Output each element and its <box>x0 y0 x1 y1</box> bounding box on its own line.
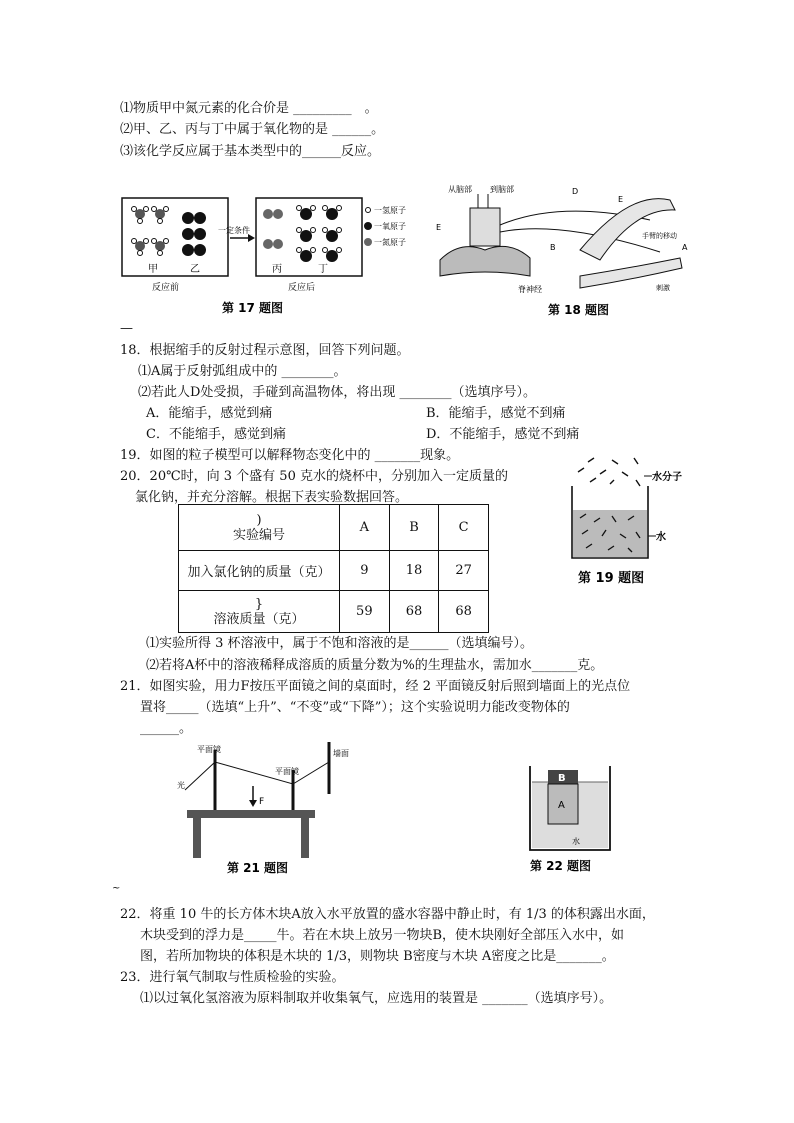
caption-18: 第 18 题图 <box>548 303 610 317</box>
label-ding: 丁 <box>318 264 328 275</box>
q18-option-b: B．能缩手，感觉不到痛 <box>426 406 566 421</box>
row2-label-cell <box>179 591 340 633</box>
row2-label: 溶液质量（克） <box>213 611 305 627</box>
label-light: 光 <box>177 781 185 790</box>
row1-a: 9 <box>340 551 390 591</box>
dash-mark: — <box>120 321 133 336</box>
row2-mark: } <box>254 596 264 612</box>
molecule-jia <box>132 207 169 256</box>
arrow-head-icon <box>248 234 255 242</box>
label-wall: 墙面 <box>333 749 349 758</box>
label-e: E <box>618 195 624 204</box>
label-hand-move: 手臂的移动 <box>642 232 677 240</box>
q22-line-2: 木块受到的浮力是_____牛。若在木块上放另一物块B，使木块刚好全部压入水中，如 <box>140 928 625 943</box>
tilde-mark: ~ <box>112 883 121 894</box>
q-part-3: ⑶该化学反应属于基本类型中的______反应。 <box>120 144 381 159</box>
label-jia: 甲 <box>148 264 158 275</box>
label-to-brain: 到脑部 <box>490 185 514 194</box>
caption-19: 第 19 题图 <box>578 571 645 586</box>
legend-hydrogen: 一氢原子 <box>374 206 406 215</box>
table-header-row <box>179 505 489 551</box>
q21-line-3: ______。 <box>140 721 193 736</box>
label-block-b: B <box>558 773 566 784</box>
label-before: 反应前 <box>152 283 180 293</box>
q23-part-1: ⑴以过氧化氢溶液为原料制取并收集氧气，应选用的装置是 _______（选填序号）。 <box>140 991 613 1006</box>
label-water: 水 <box>572 837 580 846</box>
molecule-ding <box>297 206 342 263</box>
label-force: F <box>259 797 265 807</box>
q20-line-1: 20．20℃时，向 3 个盛有 50 克水的烧杯中，分别加入一定质量的 <box>120 469 508 484</box>
q18-part-2: ⑵若此人D处受损，手碰到高温物体，将出现 ________（选填序号）。 <box>138 385 537 400</box>
q18-option-a: A．能缩手，感觉到痛 <box>146 406 273 421</box>
figure-18 <box>430 180 690 325</box>
table-header-cell <box>179 505 340 551</box>
header-mark: ) <box>256 512 262 528</box>
label-water-molecule: 水分子 <box>652 472 682 483</box>
label-block-a: A <box>558 800 565 811</box>
q18-option-c: C．不能缩手，感觉到痛 <box>146 427 286 442</box>
row2-b: 68 <box>389 591 439 633</box>
q-part-2: ⑵甲、乙、丙与丁中属于氧化物的是 ______。 <box>120 122 385 137</box>
figure-22 <box>520 760 620 880</box>
table-leg-right <box>301 818 309 858</box>
label-d: D <box>572 187 579 196</box>
row1-b: 18 <box>389 551 439 591</box>
reaction-condition: 一定条件 <box>218 226 250 235</box>
q20-part-2: ⑵若将A杯中的溶液稀释成溶质的质量分数为%的生理盐水，需加水_______克。 <box>146 658 604 673</box>
figure-21 <box>175 740 355 885</box>
q20-part-1: ⑴实验所得 3 杯溶液中，属于不饱和溶液的是______（选填编号）。 <box>146 636 534 651</box>
legend-nitrogen: 一氮原子 <box>374 238 406 247</box>
vapor-molecules <box>578 458 640 486</box>
q19-stem: 19．如图的粒子模型可以解释物态变化中的 _______现象。 <box>120 448 460 463</box>
label-bing: 丙 <box>272 264 282 275</box>
q18-option-d: D．不能缩手，感觉不到痛 <box>426 427 580 442</box>
col-a: A <box>340 505 390 551</box>
q22-line-3: 图，若所加物块的体积是木块的 1/3，则物块 B密度与木块 A密度之比是_______。 <box>140 949 615 964</box>
table-row <box>179 551 489 591</box>
figure-19 <box>560 456 710 591</box>
row2-a: 59 <box>340 591 390 633</box>
light-ray <box>185 762 329 790</box>
label-mirror-1: 平面镜 <box>197 745 221 754</box>
label-a: A <box>682 243 688 252</box>
nerve-lower <box>500 229 660 252</box>
q20-line-2: 氯化钠，并充分溶解。根据下表实验数据回答。 <box>135 490 409 505</box>
row1-label: 加入氯化钠的质量（克） <box>179 551 340 591</box>
table-row <box>179 591 489 633</box>
table-leg-left <box>193 818 201 858</box>
spinal-cord <box>440 208 530 276</box>
label-from-brain: 从脑部 <box>448 185 472 194</box>
label-after: 反应后 <box>288 283 316 293</box>
caption-21: 第 21 题图 <box>227 861 289 875</box>
molecule-bing <box>263 209 283 249</box>
legend <box>364 205 406 247</box>
label-mirror-2: 平面镜 <box>275 767 299 776</box>
label-c: E <box>436 223 442 232</box>
table-top <box>187 810 315 818</box>
upper-arm <box>580 199 675 260</box>
row2-c: 68 <box>439 591 489 633</box>
col-c: C <box>439 505 489 551</box>
label-stimulus: 刺激 <box>656 284 670 292</box>
label-water: 水 <box>656 532 666 543</box>
label-b: B <box>550 243 556 252</box>
q22-line-1: 22．将重 10 牛的长方体木块A放入水平放置的盛水容器中静止时，有 1/3 的体积露出水面， <box>120 907 655 922</box>
label-spinal-nerve: 脊神经 <box>518 285 542 294</box>
q21-line-1: 21．如图实验，用力F按压平面镜之间的桌面时，经 2 平面镜反射后照到墙面上的光点位 <box>120 679 631 694</box>
water-fill <box>573 510 647 557</box>
caption-22: 第 22 题图 <box>530 859 592 873</box>
header-label: 实验编号 <box>232 527 285 543</box>
q18-part-1: ⑴A属于反射弧组成中的 ________。 <box>138 364 347 379</box>
q18-stem: 18．根据缩手的反射过程示意图，回答下列问题。 <box>120 343 410 358</box>
figure-17 <box>118 192 418 322</box>
force-arrow-head-icon <box>249 800 257 807</box>
col-b: B <box>389 505 439 551</box>
q-part-1: ⑴物质甲中氮元素的化合价是 _________ 。 <box>120 101 378 116</box>
experiment-table <box>178 504 489 633</box>
q21-line-2: 置将_____（选填“上升”、“不变”或“下降”）；这个实验说明力能改变物体的 <box>140 700 570 715</box>
label-yi: 乙 <box>190 264 200 275</box>
caption-17: 第 17 题图 <box>222 301 284 315</box>
molecule-yi <box>182 212 206 256</box>
q23-stem: 23．进行氧气制取与性质检验的实验。 <box>120 970 345 985</box>
row1-c: 27 <box>439 551 489 591</box>
legend-oxygen: 一氧原子 <box>374 222 406 231</box>
